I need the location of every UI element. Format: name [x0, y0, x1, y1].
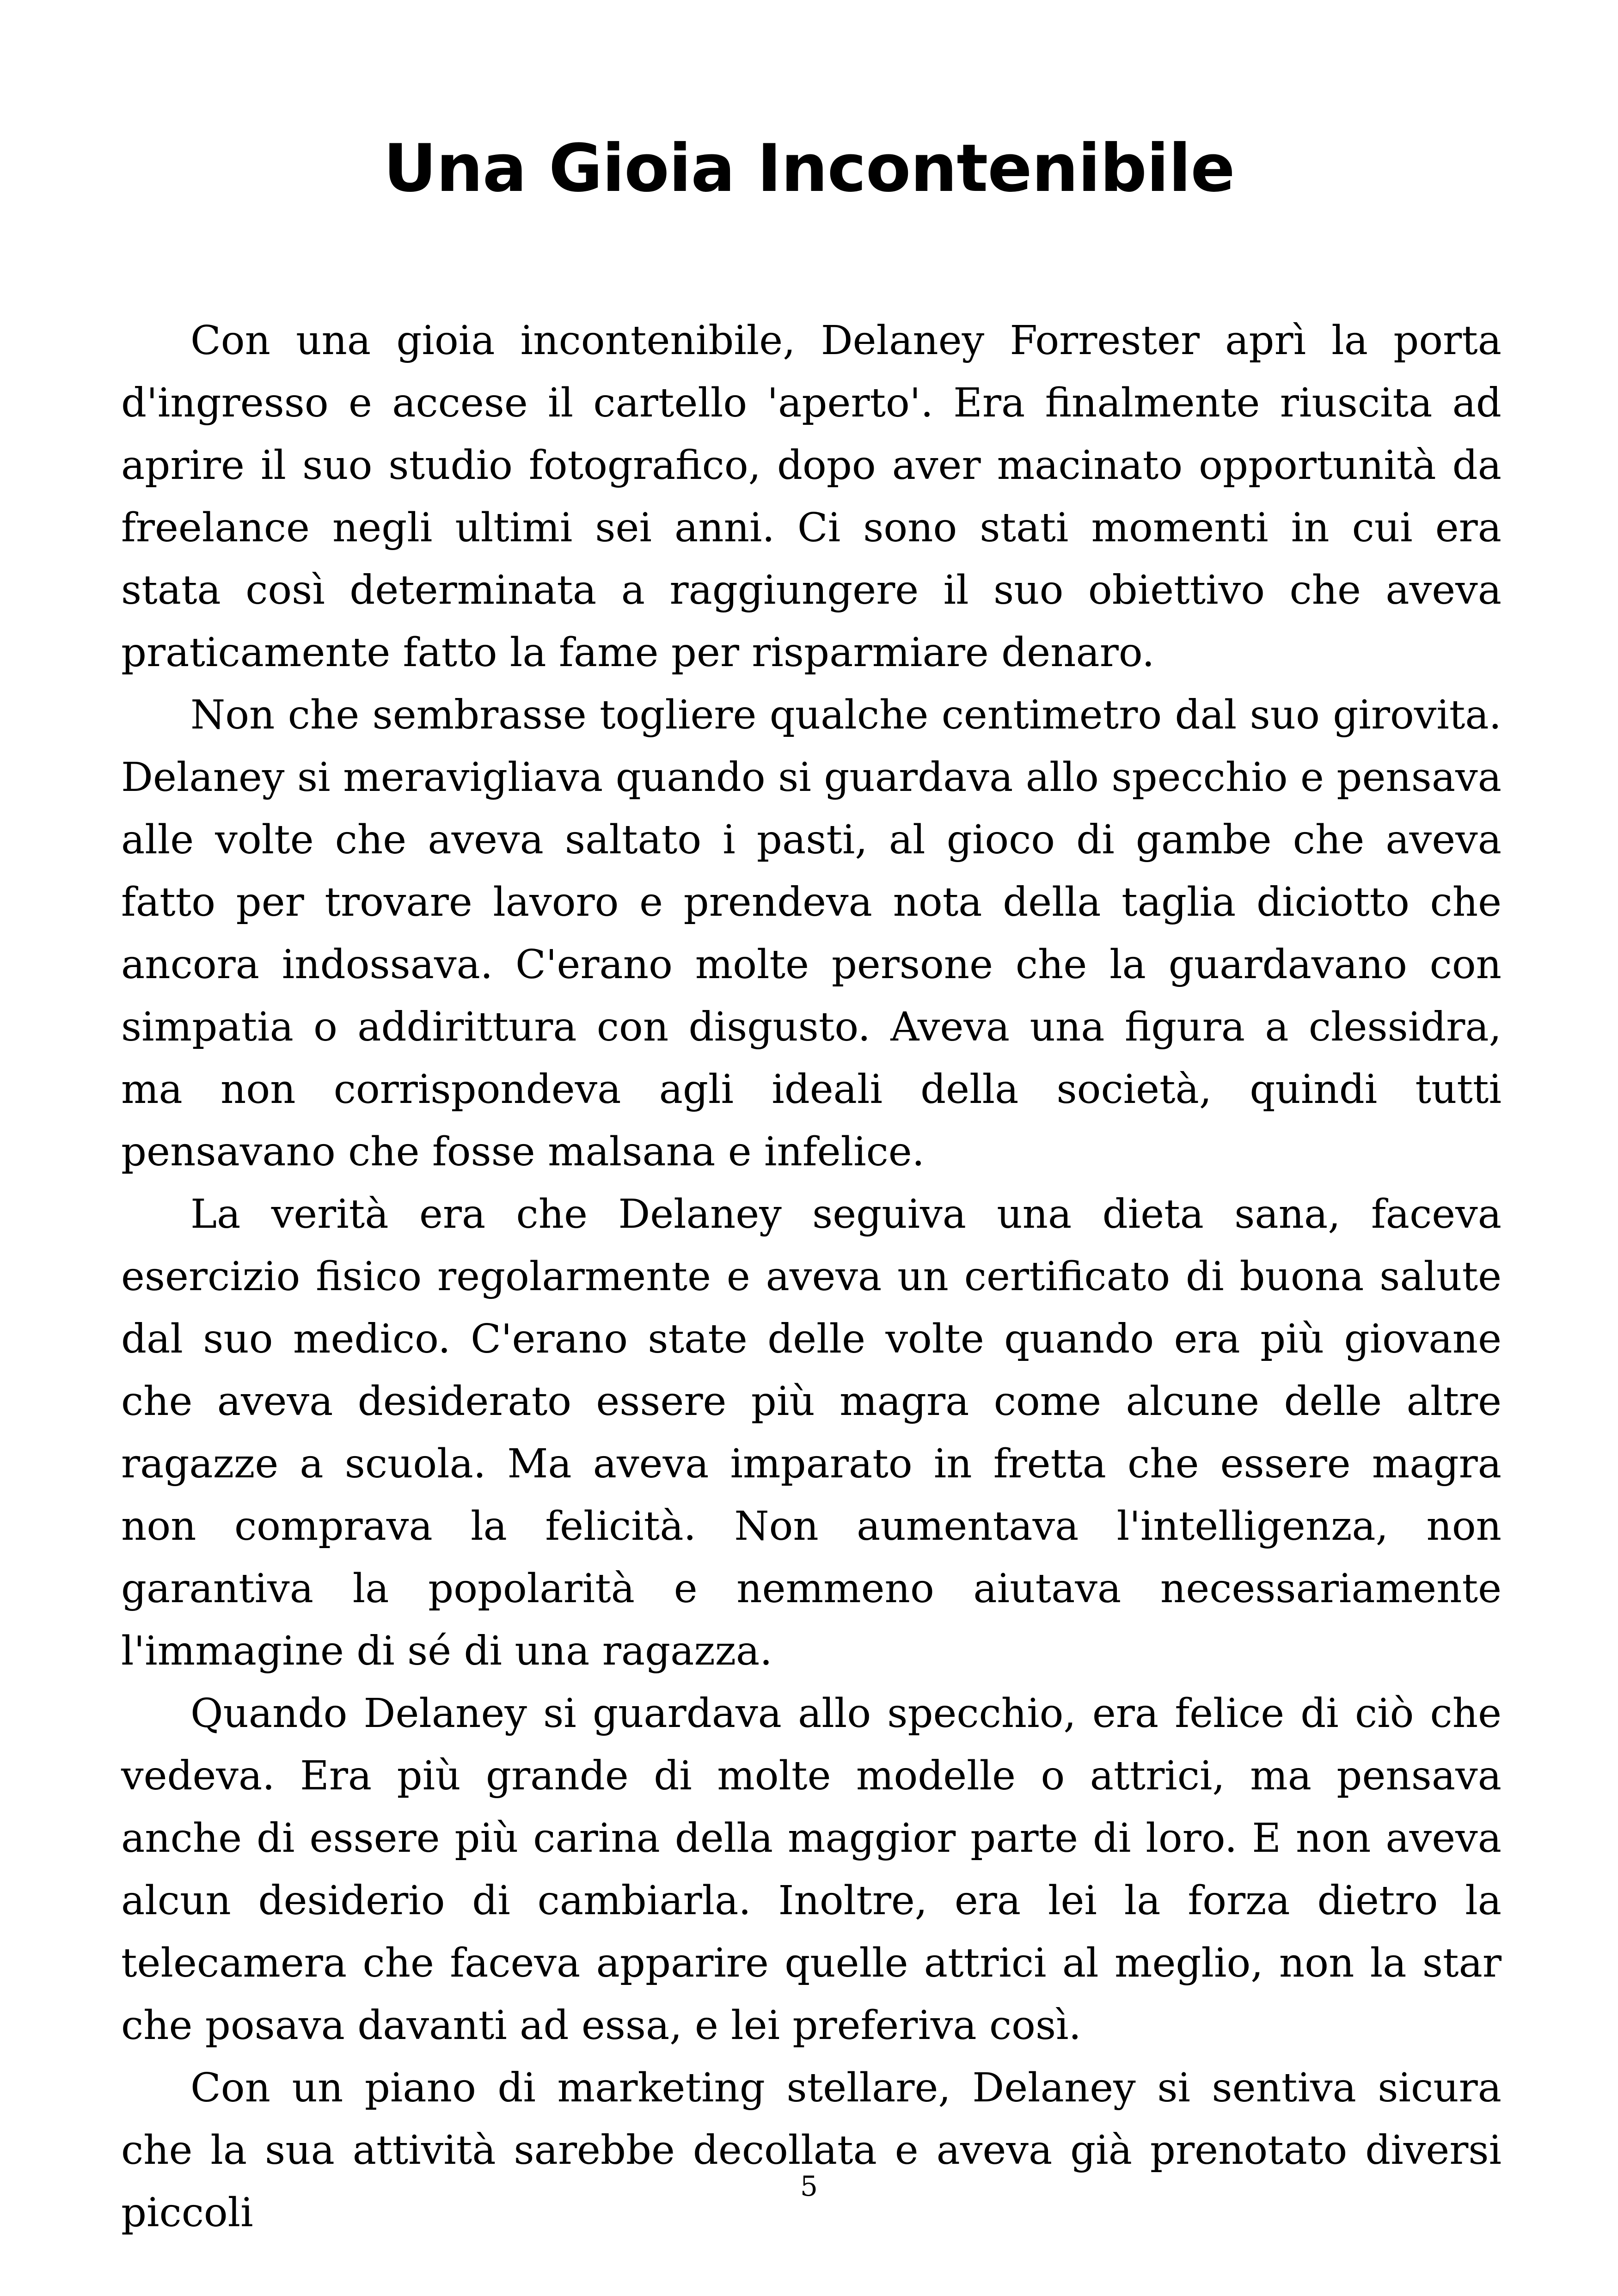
paragraph-2: Non che sembrasse togliere qualche centimetro dal suo girovita. Delaney si meravigliava quando si guardava allo specchio e pensava alle volte che aveva saltato i pasti, al gioco di gambe che aveva fatto per trovare lavoro e prendeva nota della taglia diciotto che ancora indossava. C'erano molte persone che la guardavano con simpatia o addirittura con disgusto. Aveva una figura a clessidra, ma non corrispondeva agli ideali della società, quindi tutti pensavano che fosse malsana e infelice. [121, 692, 1502, 1175]
paragraph-3: La verità era che Delaney seguiva una dieta sana, faceva esercizio fisico regolarmente e aveva un certificato di buona salute dal suo medico. C'erano state delle volte quando era più giovane che aveva desiderato essere più magra come alcune delle altre ragazze a scuola. Ma aveva imparato in fretta che essere magra non comprava la felicità. Non aumentava l'intelligenza, non garantiva la popolarità e nemmeno aiutava necessariamente l'immagine di sé di una ragazza. [121, 1191, 1502, 1674]
body-text [121, 310, 1502, 2244]
paragraph-1: Con una gioia incontenibile, Delaney Forrester aprì la porta d'ingresso e accese il cartello 'aperto'. Era finalmente riuscita ad aprire il suo studio fotografico, dopo aver macinato opportunità da freelance negli ultimi sei anni. Ci sono stati momenti in cui era stata così determinata a raggiungere il suo obiettivo che aveva praticamente fatto la fame per risparmiare denaro. [121, 318, 1502, 676]
page-number: 5 [800, 2170, 818, 2203]
chapter-title: Una Gioia Incontenibile [383, 130, 1235, 207]
paragraph-5: Con un piano di marketing stellare, Delaney si sentiva sicura che la sua attività sarebbe decollata e aveva già prenotato diversi piccoli [121, 2065, 1502, 2236]
paragraph-4: Quando Delaney si guardava allo specchio, era felice di ciò che vedeva. Era più grande di molte modelle o attrici, ma pensava anche di essere più carina della maggior parte di loro. E non aveva alcun desiderio di cambiarla. Inoltre, era lei la forza dietro la telecamera che faceva apparire quelle attrici al meglio, non la star che posava davanti ad essa, e lei preferiva così. [121, 1690, 1502, 2049]
